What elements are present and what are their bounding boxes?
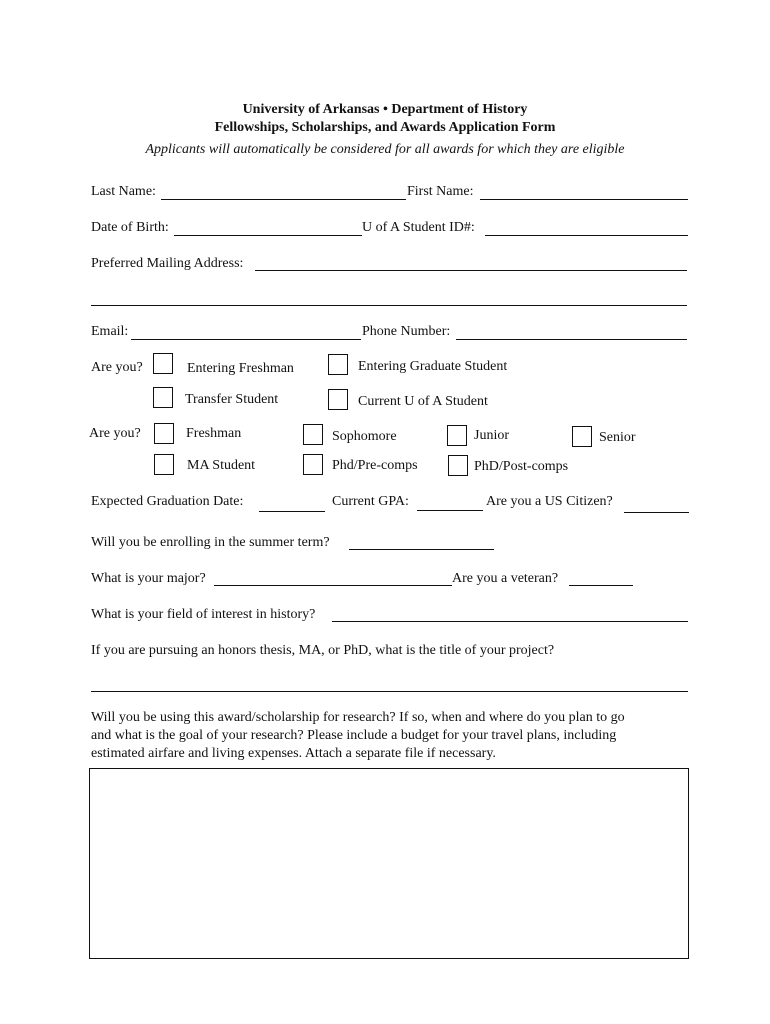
- status-question: Are you?: [91, 360, 143, 375]
- research-prompt-line2: and what is the goal of your research? Please include a budget for your travel plans, including: [91, 728, 617, 743]
- transfer-student-checkbox[interactable]: [153, 387, 173, 408]
- email-label: Email:: [91, 324, 129, 339]
- phone-label: Phone Number:: [362, 324, 451, 339]
- senior-checkbox[interactable]: [572, 426, 592, 447]
- research-prompt-line3: estimated airfare and living expenses. Attach a separate file if necessary.: [91, 746, 496, 761]
- sophomore-label: Sophomore: [332, 429, 397, 444]
- mailing-address-field[interactable]: [255, 270, 687, 271]
- sophomore-checkbox[interactable]: [303, 424, 323, 445]
- freshman-label: Freshman: [186, 426, 242, 441]
- field-interest-field[interactable]: [332, 621, 688, 622]
- form-title-line2: Fellowships, Scholarships, and Awards Application Form: [214, 120, 556, 135]
- veteran-label: Are you a veteran?: [452, 571, 559, 586]
- freshman-checkbox[interactable]: [154, 423, 174, 444]
- summer-label: Will you be enrolling in the summer term?: [91, 535, 330, 550]
- ma-student-label: MA Student: [187, 458, 256, 473]
- student-id-label: U of A Student ID#:: [362, 220, 475, 235]
- last-name-field[interactable]: [161, 199, 406, 200]
- research-prompt-line1: Will you be using this award/scholarship for research? If so, when and where do you plan to go: [91, 710, 625, 725]
- junior-label: Junior: [474, 428, 509, 443]
- veteran-field[interactable]: [569, 585, 633, 586]
- form-subtitle: Applicants will automatically be considered for all awards for which they are eligible: [145, 142, 625, 157]
- grad-date-field[interactable]: [259, 511, 325, 512]
- project-title-field[interactable]: [91, 691, 688, 692]
- project-title-label: If you are pursuing an honors thesis, MA, or PhD, what is the title of your project?: [91, 643, 555, 658]
- last-name-label: Last Name:: [91, 184, 156, 199]
- phd-precomps-checkbox[interactable]: [303, 454, 323, 475]
- ma-student-checkbox[interactable]: [154, 454, 174, 475]
- gpa-label: Current GPA:: [332, 494, 409, 509]
- summer-field[interactable]: [349, 549, 494, 550]
- field-interest-label: What is your field of interest in history?: [91, 607, 316, 622]
- first-name-field[interactable]: [480, 199, 688, 200]
- student-id-field[interactable]: [485, 235, 688, 236]
- classification-question: Are you?: [89, 426, 141, 441]
- transfer-student-label: Transfer Student: [185, 392, 279, 407]
- form-title-line1: University of Arkansas • Department of History: [242, 102, 528, 117]
- entering-graduate-label: Entering Graduate Student: [358, 359, 508, 374]
- dob-field[interactable]: [174, 235, 362, 236]
- phone-field[interactable]: [456, 339, 687, 340]
- dob-label: Date of Birth:: [91, 220, 169, 235]
- current-uofa-checkbox[interactable]: [328, 389, 348, 410]
- entering-freshman-label: Entering Freshman: [187, 361, 294, 376]
- mailing-address-label: Preferred Mailing Address:: [91, 256, 244, 271]
- email-field[interactable]: [131, 339, 361, 340]
- entering-freshman-checkbox[interactable]: [153, 353, 173, 374]
- current-uofa-label: Current U of A Student: [358, 394, 488, 409]
- phd-postcomps-label: PhD/Post-comps: [474, 459, 569, 474]
- first-name-label: First Name:: [407, 184, 474, 199]
- major-field[interactable]: [214, 585, 452, 586]
- entering-graduate-checkbox[interactable]: [328, 354, 348, 375]
- senior-label: Senior: [599, 430, 636, 445]
- phd-postcomps-checkbox[interactable]: [448, 455, 468, 476]
- gpa-field[interactable]: [417, 510, 483, 511]
- citizen-field[interactable]: [624, 512, 689, 513]
- phd-precomps-label: Phd/Pre-comps: [332, 458, 418, 473]
- mailing-address-field-line2[interactable]: [91, 305, 687, 306]
- citizen-label: Are you a US Citizen?: [486, 494, 613, 509]
- major-label: What is your major?: [91, 571, 206, 586]
- grad-date-label: Expected Graduation Date:: [91, 494, 244, 509]
- junior-checkbox[interactable]: [447, 425, 467, 446]
- research-textarea[interactable]: [89, 768, 689, 959]
